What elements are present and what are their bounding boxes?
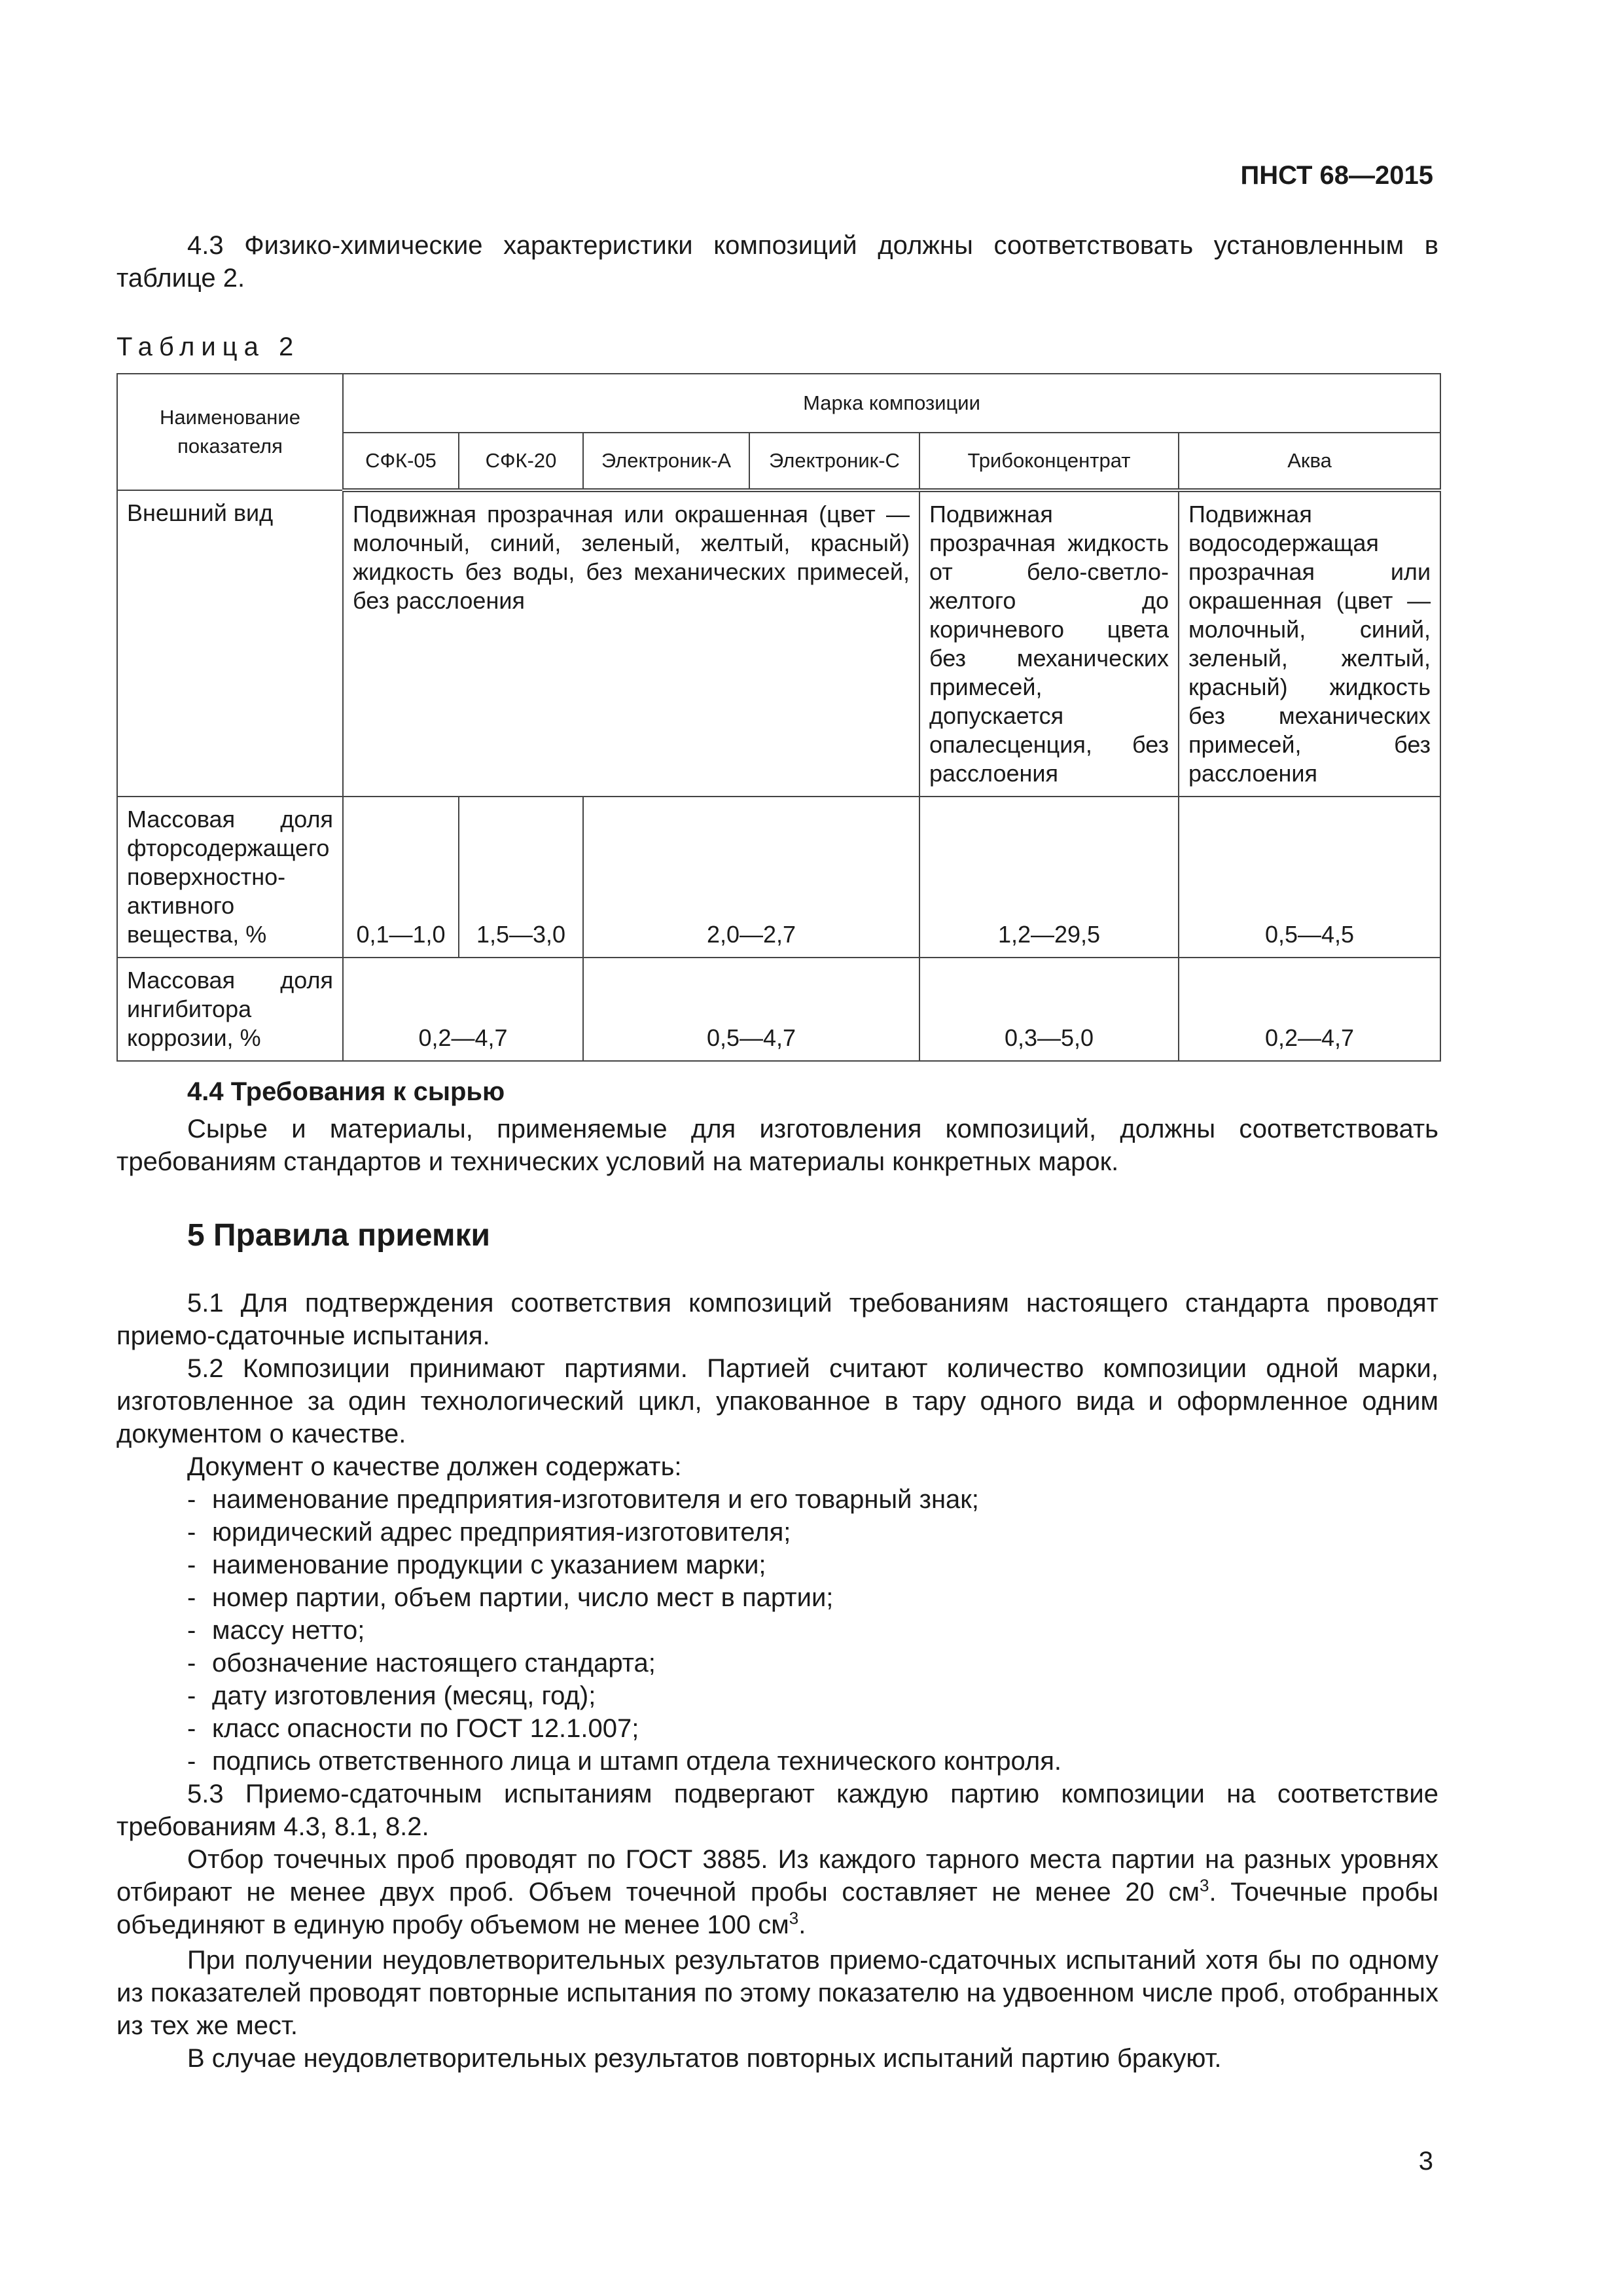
paragraph-4-3: 4.3 Физико-химические характеристики композиций должны соответствовать установленным в таблице 2. (116, 231, 1438, 293)
paragraph-5-1: 5.1 Для подтверждения соответствия композиций требованиям настоящего стандарта проводят приемо-сдаточные испытания. (116, 1289, 1438, 1350)
table-caption: Таблица 2 (116, 332, 300, 361)
reject-paragraph: В случае неудовлетворительных результатов повторных испытаний партию бракуют. (187, 2044, 1222, 2073)
inhibitor-electronic: 0,5—4,7 (583, 958, 919, 1061)
row-appearance-name: Внешний вид (117, 490, 343, 797)
surfactant-aqua: 0,5—4,5 (1179, 797, 1440, 958)
table-2 (116, 373, 1441, 1062)
header-brand-electronic-c: Электроник-С (749, 433, 919, 490)
list-item: - подпись ответственного лица и штамп отдела технического контроля. (187, 1747, 1062, 1776)
section-5-heading: 5 Правила приемки (187, 1218, 491, 1253)
paragraph-5-3: 5.3 Приемо-сдаточным испытаниям подвергают каждую партию композиции на соответствие требованиям 4.3, 8.1, 8.2. (116, 1780, 1438, 1841)
list-item: - массу нетто; (187, 1616, 365, 1645)
sampling-paragraph: Отбор точечных проб проводят по ГОСТ 3885. Из каждого тарного места партии на разных уровнях отбирают не менее двух проб. Объем точечной пробы составляет не менее 20 $см^3$. Точечные пробы объединяют в единую пробу объемом не менее 100 $см^3$. (116, 1845, 1439, 1939)
appearance-sfk-electronic: Подвижная прозрачная или окрашенная (цвет — молочный, синий, зеленый, желтый, красный) жидкость без воды, без механических примесей, без расслоения (343, 490, 919, 797)
document-intro: Документ о качестве должен содержать: (187, 1452, 682, 1481)
surfactant-tribo: 1,2—29,5 (919, 797, 1179, 958)
surfactant-sfk05: 0,1—1,0 (343, 797, 459, 958)
list-item: - класс опасности по ГОСТ 12.1.007; (187, 1714, 639, 1743)
header-brand-sfk20: СФК-20 (459, 433, 583, 490)
page-number: 3 (1418, 2147, 1433, 2176)
inhibitor-tribo: 0,3—5,0 (919, 958, 1179, 1061)
inhibitor-aqua: 0,2—4,7 (1179, 958, 1440, 1061)
document-contents-list (187, 1483, 1061, 1778)
surfactant-electronic: 2,0—2,7 (583, 797, 919, 958)
list-item: - номер партии, объем партии, число мест в партии; (187, 1583, 834, 1612)
header-brand: Марка композиции (343, 374, 1440, 433)
row-inhibitor-name: Массовая доля ингибитора коррозии, % (117, 958, 343, 1061)
paragraph-5-2: 5.2 Композиции принимают партиями. Партией считают количество композиции одной марки, изготовленное за один технологический цикл, упакованное в тару одного вида и оформленное одним документом о качестве. (116, 1354, 1438, 1448)
appearance-aqua: Подвижная водосодержащая прозрачная или окрашенная (цвет — молочный, синий, зеленый, желтый, красный) жидкость без механических примесей, без расслоения (1179, 490, 1440, 797)
header-brand-sfk05: СФК-05 (343, 433, 459, 490)
list-item: - наименование продукции с указанием марки; (187, 1551, 766, 1579)
standard-code: ПНСТ 68—2015 (1240, 161, 1433, 190)
header-brand-electronic-a: Электроник-А (583, 433, 749, 490)
appearance-tribo: Подвижная прозрачная жидкость от бело-светло-желтого до коричневого цвета без механических примесей, допускается опалесценция, без расслоения (919, 490, 1179, 797)
list-item: - наименование предприятия-изготовителя и его товарный знак; (187, 1485, 979, 1514)
header-brand-aqua: Аква (1179, 433, 1440, 490)
list-item: - юридический адрес предприятия-изготовителя; (187, 1518, 791, 1547)
section-4-4-text: Сырье и материалы, применяемые для изготовления композиций, должны соответствовать требованиям стандартов и технических условий на материалы конкретных марок. (116, 1115, 1438, 1176)
list-item: - дату изготовления (месяц, год); (187, 1681, 596, 1710)
header-indicator: Наименование показателя (117, 374, 343, 490)
retest-paragraph: При получении неудовлетворительных результатов приемо-сдаточных испытаний хотя бы по одному из показателей проводят повторные испытания по этому показателю на удвоенном числе проб, отобранных из тех же мест. (116, 1946, 1438, 2040)
row-surfactant-name: Массовая доля фторсодержащего поверхностно-активного вещества, % (117, 797, 343, 958)
header-brand-tribo: Трибоконцентрат (919, 433, 1179, 490)
section-4-4-heading: 4.4 Требования к сырью (187, 1077, 505, 1106)
inhibitor-sfk: 0,2—4,7 (343, 958, 583, 1061)
list-item: - обозначение настоящего стандарта; (187, 1649, 656, 1677)
surfactant-sfk20: 1,5—3,0 (459, 797, 583, 958)
